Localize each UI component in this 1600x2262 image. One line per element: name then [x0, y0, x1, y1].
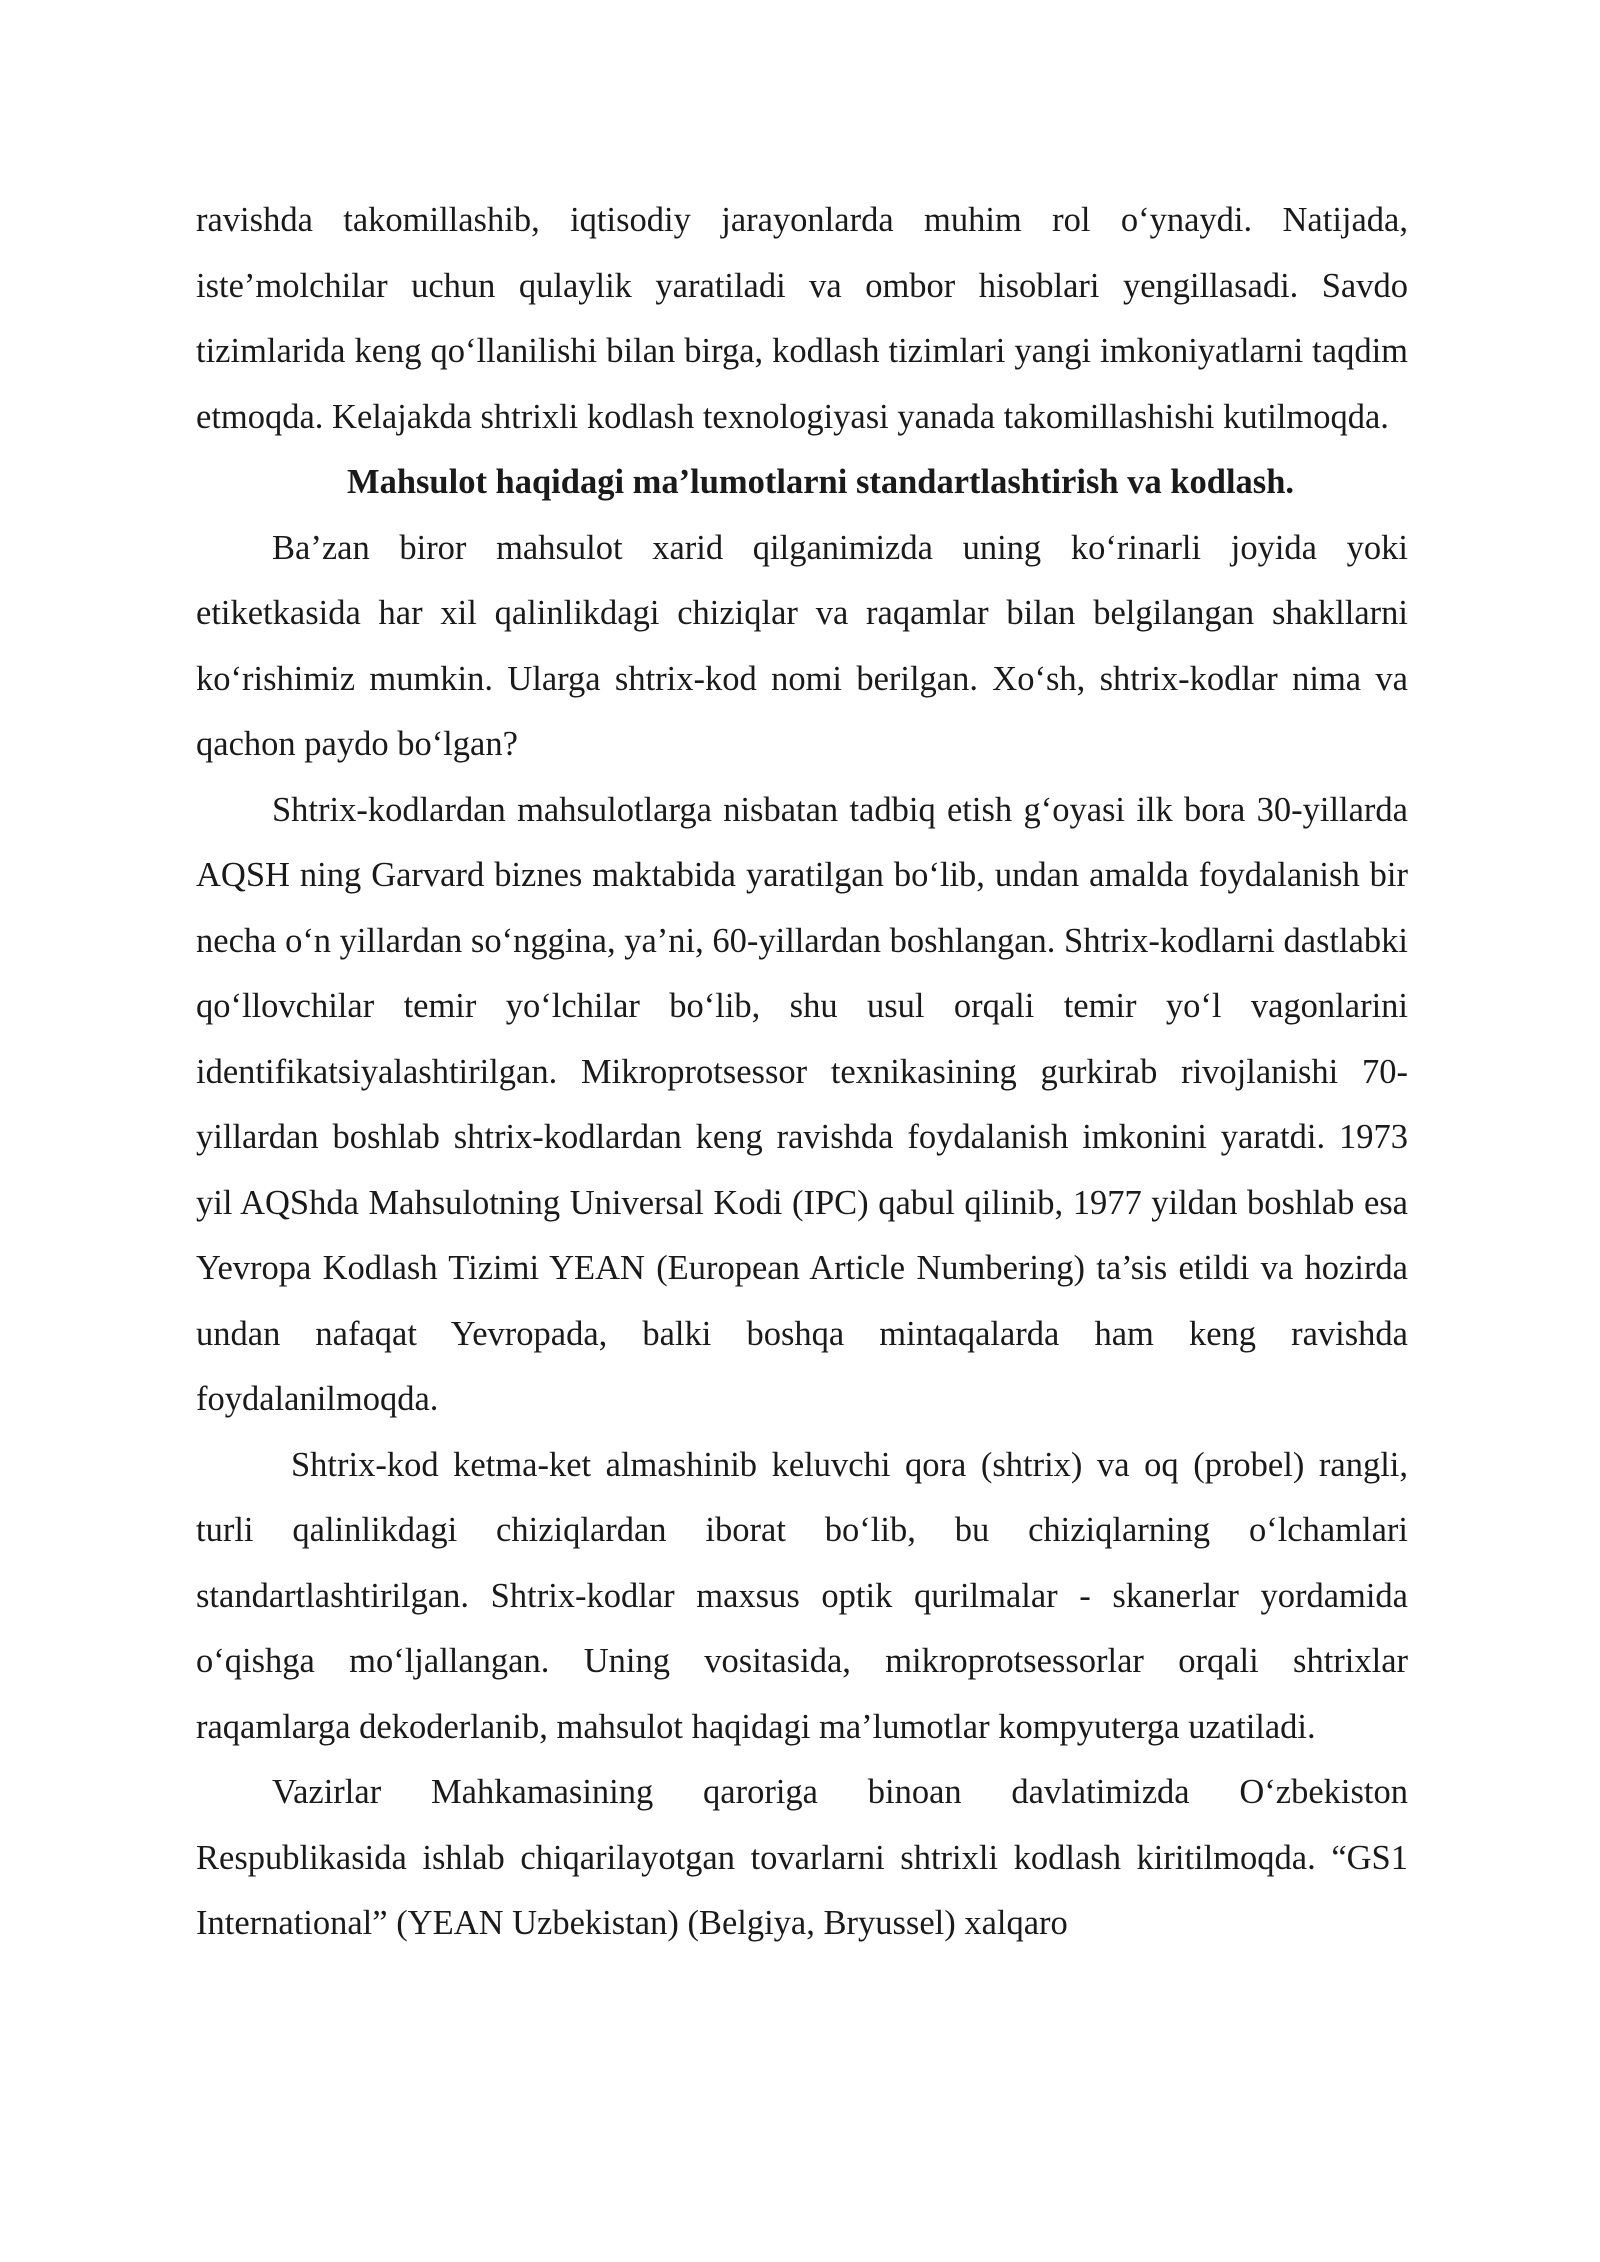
paragraph-uzbekistan: Vazirlar Mahkamasining qaroriga binoan davlatimizda O‘zbekiston Respublikasida ishlab chiqarilayotgan tovarlarni shtrixli kodlash kiritilmoqda. “GS1 International” (YEAN Uzbekistan) (Belgiya, Bryussel) xalqaro — [196, 1773, 1408, 1942]
paragraph-continuation: ravishda takomillashib, iqtisodiy jarayonlarda muhim rol o‘ynaydi. Natijada, iste’molchilar uchun qulaylik yaratiladi va ombor hisoblari yengillasadi. Savdo tizimlarida keng qo‘llanilishi bilan birga, kodlash tizimlari yangi imkoniyatlarni taqdim etmoqda. Kelajakda shtrixli kodlash texnologiyasi yanada takomillashishi kutilmoqda. — [196, 201, 1408, 436]
paragraph-intro: Ba’zan biror mahsulot xarid qilganimizda uning ko‘rinarli joyida yoki etiketkasida har xil qalinlikdagi chiziqlar va raqamlar bilan belgilangan shakllarni ko‘rishimiz mumkin. Ularga shtrix-kod nomi berilgan. Xo‘sh, shtrix-kodlar nima va qachon paydo bo‘lgan? — [196, 528, 1408, 763]
paragraph-definition: Shtrix-kod ketma-ket almashinib keluvchi qora (shtrix) va oq (probel) rangli, turli qalinlikdagi chiziqlardan iborat bo‘lib, bu chiziqlarning o‘lchamlari standartlashtirilgan. Shtrix-kodlar maxsus optik qurilmalar - skanerlar yordamida o‘qishga mo‘ljallangan. Uning vositasida, mikroprotsessorlar orqali shtrixlar raqamlarga dekoderlanib, mahsulot haqidagi ma’lumotlar kompyuterga uzatiladi. — [196, 1445, 1408, 1746]
paragraph-history: Shtrix-kodlardan mahsulotlarga nisbatan tadbiq etish g‘oyasi ilk bora 30-yillarda AQSH ning Garvard biznes maktabida yaratilgan bo‘lib, undan amalda foydalanish bir necha o‘n yillardan so‘nggina, ya’ni, 60-yillardan boshlangan. Shtrix-kodlarni dastlabki qo‘llovchilar temir yo‘lchilar bo‘lib, shu usul orqali temir yo‘l vagonlarini identifikatsiyalashtirilgan. Mikroprotsessor texnikasining gurkirab rivojlanishi 70-yillardan boshlab shtrix-kodlardan keng ravishda foydalanish imkonini yaratdi. 1973 yil AQShda Mahsulotning Universal Kodi (IPC) qabul qilinib, 1977 yildan boshlab esa Yevropa Kodlash Tizimi YEAN (European Article Numbering) ta’sis etildi va hozirda undan nafaqat Yevropada, balki boshqa mintaqalarda ham keng ravishda foydalanilmoqda. — [196, 790, 1408, 1418]
section-heading: Mahsulot haqidagi ma’lumotlarni standartlashtirish va kodlash. — [347, 463, 1295, 501]
document-page — [196, 188, 1408, 1957]
